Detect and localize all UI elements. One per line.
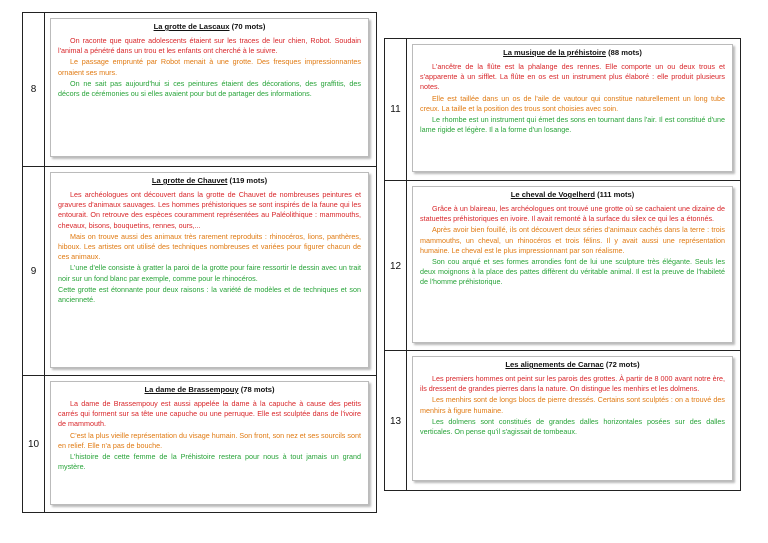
paragraph: On raconte que quatre adolescents étaient sur les traces de leur chien, Robot. Soudain l'animal a pénétré dans un trou et les enfants ont cherché à le suivre. bbox=[58, 36, 361, 56]
paragraph: Cette grotte est étonnante pour deux raisons : la variété de modèles et de techniques et son ancienneté. bbox=[58, 284, 361, 305]
table-row bbox=[23, 375, 376, 513]
left-table bbox=[22, 12, 377, 513]
text-card bbox=[412, 186, 733, 343]
paragraph: C'est la plus vieille représentation du visage humain. Son front, son nez et ses sourcils sont en relief. Elle n'a pas de bouche. bbox=[58, 430, 361, 450]
paragraph: Mais on trouve aussi des animaux très rarement reproduits : rhinocéros, lions, panthères, hiboux. Les artistes ont utilisé des techniques nombreuses et variées pour figurer chacun de ces animaux. bbox=[58, 231, 361, 262]
card-title: Le cheval de Vogelherd (111 mots) bbox=[510, 190, 635, 199]
paragraph: Après avoir bien fouillé, ils ont découvert deux séries d'animaux cachés dans la terre : trois mammouths, un cheval, un rhinocéros et trois félins. Il y avait aussi une représentation humaine. Le cheval est le plus impressionnant par son réalisme. bbox=[420, 225, 725, 255]
paragraph: Les archéologues ont découvert dans la grotte de Chauvet de nombreuses peintures et gravures d'animaux sauvages. Les hommes préhistoriques se sont inspirés de la faune qui les entourait. On retrouve des espèces couramment représentées au Paléolithique : mammouths, chevaux, bisons, bouquetins, rennes, ours,... bbox=[58, 190, 361, 230]
row-number: 9 bbox=[23, 167, 45, 376]
right-table bbox=[384, 38, 741, 491]
row-number: 10 bbox=[23, 376, 45, 513]
table-row bbox=[385, 180, 740, 351]
text-card bbox=[50, 381, 369, 505]
card-title: La musique de la préhistoire (88 mots) bbox=[503, 48, 642, 57]
row-number: 13 bbox=[385, 351, 407, 491]
paragraph: On ne sait pas aujourd'hui si ces peintures étaient des décorations, des graffitis, des décors de cérémonies ou si elles avaient pour but de partager des informations. bbox=[58, 78, 361, 99]
paragraph: Les menhirs sont de longs blocs de pierre dressés. Certains sont sculptés : on a trouvé des menhirs à figure humaine. bbox=[420, 395, 725, 415]
paragraph: Les dolmens sont constitués de grandes dalles horizontales posées sur des dalles verticales. On pense qu'il s'agissait de tombeaux. bbox=[420, 416, 725, 437]
paragraph: Les premiers hommes ont peint sur les parois des grottes. À partir de 8 000 avant notre ère, ils dressent de grandes pierres dans la nature. On distingue les menhirs et les dolmens. bbox=[420, 374, 725, 394]
paragraph: L'ancêtre de la flûte est la phalange des rennes. Elle comporte un ou deux trous et s'apparente à un sifflet. La flûte en os est un instrument plus élaboré : elle produit plusieurs notes. bbox=[420, 62, 725, 92]
card-title: La dame de Brassempouy (78 mots) bbox=[144, 385, 275, 394]
row-number: 11 bbox=[385, 39, 407, 180]
paragraph: Le passage emprunté par Robot menait à une grotte. Des fresques impressionnantes ornaient ses murs. bbox=[58, 57, 361, 77]
text-card bbox=[50, 18, 369, 157]
text-card bbox=[412, 356, 733, 481]
card-title: La grotte de Chauvet (119 mots) bbox=[151, 176, 268, 185]
paragraph: Grâce à un blaireau, les archéologues ont trouvé une grotte où se cachaient une dizaine de statuettes préhistoriques en ivoire. Il avait remonté à la surface du silex ce qui les a étonnés. bbox=[420, 204, 725, 224]
table-row bbox=[385, 350, 740, 491]
row-number: 8 bbox=[23, 13, 45, 166]
table-row bbox=[23, 166, 376, 376]
paragraph: L'histoire de cette femme de la Préhistoire restera pour nous à tout jamais un grand mystère. bbox=[58, 452, 361, 472]
table-row bbox=[23, 13, 376, 166]
paragraph: Son cou arqué et ses formes arrondies font de lui une sculpture très élégante. Seuls les deux moignons à la place des pattes diffèrent du véritable animal. Il est la preuve de l'habileté de l'homme préhistorique. bbox=[420, 257, 725, 287]
text-card bbox=[50, 172, 369, 368]
paragraph: Le rhombe est un instrument qui émet des sons en tournant dans l'air. Il est constitué d'une lame rigide et légère. Il a la forme d'un losange. bbox=[420, 115, 725, 135]
card-title: La grotte de Lascaux (70 mots) bbox=[153, 22, 266, 31]
card-title: Les alignements de Carnac (72 mots) bbox=[505, 360, 640, 369]
row-number: 12 bbox=[385, 181, 407, 351]
text-card bbox=[412, 44, 733, 172]
table-row bbox=[385, 39, 740, 180]
paragraph: La dame de Brassempouy est aussi appelée la dame à la capuche à cause des petits carrés qui forment sur sa tête une capuche ou une perruque. Elle est sculptée dans de l'ivoire de mammouth. bbox=[58, 399, 361, 429]
paragraph: L'une d'elle consiste à gratter la paroi de la grotte pour faire ressortir le dessin avec un trait noir sur un fond blanc par exemple, comme pour le rhinocéros. bbox=[58, 263, 361, 283]
paragraph: Elle est taillée dans un os de l'aile de vautour qui constitue naturellement un long tube creux. La taille et la position des trous sont choisies avec soin. bbox=[420, 93, 725, 113]
